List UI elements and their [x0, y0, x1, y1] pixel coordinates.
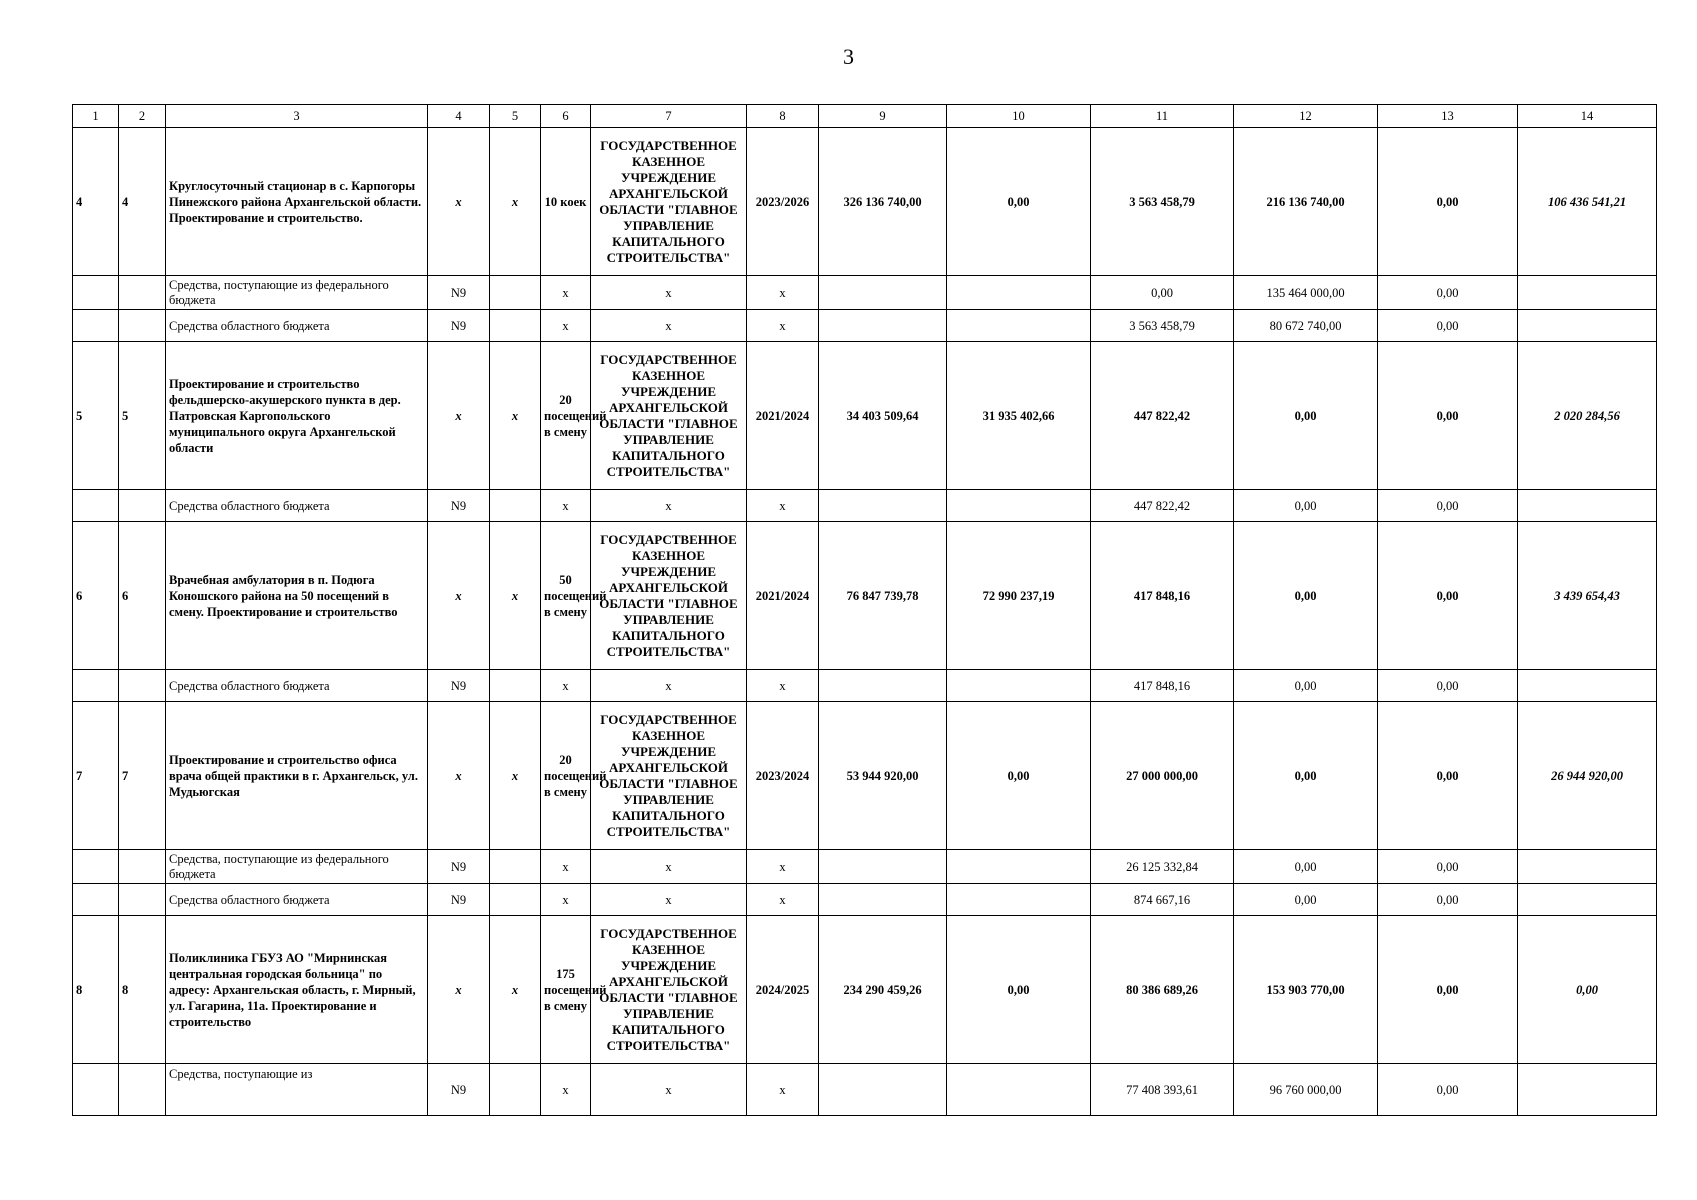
customer-org: ГОСУДАРСТВЕННОЕ КАЗЕННОЕ УЧРЕЖДЕНИЕ АРХАНГЕЛЬСКОЙ ОБЛАСТИ "ГЛАВНОЕ УПРАВЛЕНИЕ КАПИТАЛЬНОГО СТРОИТЕЛЬСТВА"	[591, 128, 747, 276]
cell-col12: 135 464 000,00	[1234, 276, 1378, 310]
x-cell: x	[747, 670, 819, 702]
x-cell: x	[747, 1064, 819, 1116]
object-number: 6	[119, 522, 166, 670]
x-cell: x	[591, 670, 747, 702]
period: 2023/2026	[747, 128, 819, 276]
cell-col12: 80 672 740,00	[1234, 310, 1378, 342]
x-cell: x	[591, 884, 747, 916]
object-row	[73, 522, 1657, 670]
object-name: Проектирование и строительство офиса врача общей практики в г. Архангельск, ул. Мудьюгская	[166, 702, 428, 850]
capacity: 20 посещений в смену	[541, 702, 591, 850]
cell-col4: x	[428, 702, 490, 850]
code-cell: N9	[428, 850, 490, 884]
cell-col11: 874 667,16	[1091, 884, 1234, 916]
object-row	[73, 128, 1657, 276]
cell-col11: 3 563 458,79	[1091, 310, 1234, 342]
code-cell: N9	[428, 1064, 490, 1116]
funding-source: Средства областного бюджета	[166, 310, 428, 342]
customer-org: ГОСУДАРСТВЕННОЕ КАЗЕННОЕ УЧРЕЖДЕНИЕ АРХАНГЕЛЬСКОЙ ОБЛАСТИ "ГЛАВНОЕ УПРАВЛЕНИЕ КАПИТАЛЬНОГО СТРОИТЕЛЬСТВА"	[591, 342, 747, 490]
cell-col13: 0,00	[1378, 1064, 1518, 1116]
cell-col4: x	[428, 128, 490, 276]
period: 2023/2024	[747, 702, 819, 850]
cell-col4: x	[428, 522, 490, 670]
x-cell: x	[591, 276, 747, 310]
cell-col10: 0,00	[947, 128, 1091, 276]
cell-col12: 0,00	[1234, 342, 1378, 490]
object-name: Врачебная амбулатория в п. Подюга Коношского района на 50 посещений в смену. Проектирование и строительство	[166, 522, 428, 670]
cell-col10: 0,00	[947, 702, 1091, 850]
header-cell: 3	[166, 105, 428, 128]
object-number: 5	[119, 342, 166, 490]
funding-source: Средства, поступающие из федерального бюджета	[166, 276, 428, 310]
object-row	[73, 916, 1657, 1064]
row-number: 6	[73, 522, 119, 670]
cell-col12: 96 760 000,00	[1234, 1064, 1378, 1116]
cell-col11: 417 848,16	[1091, 670, 1234, 702]
cell-col5: x	[490, 342, 541, 490]
x-cell: x	[541, 310, 591, 342]
cell-col13: 0,00	[1378, 850, 1518, 884]
cell-col10: 0,00	[947, 916, 1091, 1064]
period: 2021/2024	[747, 342, 819, 490]
cell-col11: 417 848,16	[1091, 522, 1234, 670]
object-number: 8	[119, 916, 166, 1064]
period: 2021/2024	[747, 522, 819, 670]
object-row	[73, 342, 1657, 490]
total-cost: 326 136 740,00	[819, 128, 947, 276]
header-cell: 10	[947, 105, 1091, 128]
cell-col14: 2 020 284,56	[1518, 342, 1657, 490]
funding-row	[73, 850, 1657, 884]
cell-col13: 0,00	[1378, 310, 1518, 342]
cell-col10: 31 935 402,66	[947, 342, 1091, 490]
header-cell: 7	[591, 105, 747, 128]
code-cell: N9	[428, 670, 490, 702]
code-cell: N9	[428, 884, 490, 916]
cell-col13: 0,00	[1378, 276, 1518, 310]
funding-row	[73, 490, 1657, 522]
cell-col4: x	[428, 916, 490, 1064]
code-cell: N9	[428, 490, 490, 522]
cell-col11: 0,00	[1091, 276, 1234, 310]
cell-col11: 77 408 393,61	[1091, 1064, 1234, 1116]
cell-col12: 153 903 770,00	[1234, 916, 1378, 1064]
object-number: 7	[119, 702, 166, 850]
funding-source: Средства, поступающие из	[166, 1064, 428, 1116]
cell-col5: x	[490, 916, 541, 1064]
object-row	[73, 702, 1657, 850]
cell-col14: 26 944 920,00	[1518, 702, 1657, 850]
customer-org: ГОСУДАРСТВЕННОЕ КАЗЕННОЕ УЧРЕЖДЕНИЕ АРХАНГЕЛЬСКОЙ ОБЛАСТИ "ГЛАВНОЕ УПРАВЛЕНИЕ КАПИТАЛЬНОГО СТРОИТЕЛЬСТВА"	[591, 702, 747, 850]
cell-col11: 447 822,42	[1091, 490, 1234, 522]
x-cell: x	[591, 490, 747, 522]
page-number: 3	[843, 44, 854, 69]
capacity: 175 посещений в смену	[541, 916, 591, 1064]
header-cell: 12	[1234, 105, 1378, 128]
cell-col5: x	[490, 522, 541, 670]
x-cell: x	[541, 1064, 591, 1116]
cell-col13: 0,00	[1378, 702, 1518, 850]
header-cell: 11	[1091, 105, 1234, 128]
customer-org: ГОСУДАРСТВЕННОЕ КАЗЕННОЕ УЧРЕЖДЕНИЕ АРХАНГЕЛЬСКОЙ ОБЛАСТИ "ГЛАВНОЕ УПРАВЛЕНИЕ КАПИТАЛЬНОГО СТРОИТЕЛЬСТВА"	[591, 916, 747, 1064]
cell-col12: 0,00	[1234, 490, 1378, 522]
total-cost: 76 847 739,78	[819, 522, 947, 670]
row-number: 7	[73, 702, 119, 850]
x-cell: x	[541, 490, 591, 522]
cell-col12: 0,00	[1234, 884, 1378, 916]
row-number: 5	[73, 342, 119, 490]
cell-col13: 0,00	[1378, 522, 1518, 670]
x-cell: x	[747, 490, 819, 522]
cell-col5: x	[490, 702, 541, 850]
x-cell: x	[591, 850, 747, 884]
budget-table	[72, 104, 1657, 1116]
x-cell: x	[541, 670, 591, 702]
row-number: 8	[73, 916, 119, 1064]
x-cell: x	[541, 850, 591, 884]
x-cell: x	[541, 276, 591, 310]
code-cell: N9	[428, 276, 490, 310]
cell-col11: 447 822,42	[1091, 342, 1234, 490]
capacity: 10 коек	[541, 128, 591, 276]
capacity: 50 посещений в смену	[541, 522, 591, 670]
cell-col13: 0,00	[1378, 490, 1518, 522]
code-cell: N9	[428, 310, 490, 342]
x-cell: x	[747, 884, 819, 916]
cell-col12: 0,00	[1234, 522, 1378, 670]
funding-row	[73, 1064, 1657, 1116]
cell-col14: 3 439 654,43	[1518, 522, 1657, 670]
total-cost: 234 290 459,26	[819, 916, 947, 1064]
header-cell: 13	[1378, 105, 1518, 128]
cell-col13: 0,00	[1378, 884, 1518, 916]
object-name: Поликлиника ГБУЗ АО "Мирнинская центральная городская больница" по адресу: Архангельская область, г. Мирный, ул. Гагарина, 11а. Проектирование и строительство	[166, 916, 428, 1064]
x-cell: x	[747, 276, 819, 310]
cell-col11: 3 563 458,79	[1091, 128, 1234, 276]
header-cell: 2	[119, 105, 166, 128]
row-number: 4	[73, 128, 119, 276]
customer-org: ГОСУДАРСТВЕННОЕ КАЗЕННОЕ УЧРЕЖДЕНИЕ АРХАНГЕЛЬСКОЙ ОБЛАСТИ "ГЛАВНОЕ УПРАВЛЕНИЕ КАПИТАЛЬНОГО СТРОИТЕЛЬСТВА"	[591, 522, 747, 670]
cell-col12: 0,00	[1234, 670, 1378, 702]
cell-col12: 0,00	[1234, 850, 1378, 884]
x-cell: x	[591, 310, 747, 342]
cell-col10: 72 990 237,19	[947, 522, 1091, 670]
header-cell: 1	[73, 105, 119, 128]
period: 2024/2025	[747, 916, 819, 1064]
object-name: Круглосуточный стационар в с. Карпогоры Пинежского района Архангельской области. Проектирование и строительство.	[166, 128, 428, 276]
funding-row	[73, 670, 1657, 702]
header-cell: 8	[747, 105, 819, 128]
header-cell: 5	[490, 105, 541, 128]
cell-col13: 0,00	[1378, 128, 1518, 276]
header-row	[73, 105, 1657, 128]
x-cell: x	[591, 1064, 747, 1116]
header-cell: 6	[541, 105, 591, 128]
cell-col4: x	[428, 342, 490, 490]
x-cell: x	[747, 850, 819, 884]
cell-col13: 0,00	[1378, 342, 1518, 490]
cell-col11: 26 125 332,84	[1091, 850, 1234, 884]
funding-source: Средства областного бюджета	[166, 670, 428, 702]
total-cost: 34 403 509,64	[819, 342, 947, 490]
total-cost: 53 944 920,00	[819, 702, 947, 850]
funding-source: Средства, поступающие из федерального бюджета	[166, 850, 428, 884]
header-cell: 4	[428, 105, 490, 128]
cell-col13: 0,00	[1378, 916, 1518, 1064]
header-cell: 14	[1518, 105, 1657, 128]
cell-col12: 0,00	[1234, 702, 1378, 850]
capacity: 20 посещений в смену	[541, 342, 591, 490]
funding-row	[73, 884, 1657, 916]
cell-col11: 80 386 689,26	[1091, 916, 1234, 1064]
cell-col11: 27 000 000,00	[1091, 702, 1234, 850]
funding-source: Средства областного бюджета	[166, 490, 428, 522]
funding-row	[73, 310, 1657, 342]
cell-col14: 0,00	[1518, 916, 1657, 1064]
cell-col12: 216 136 740,00	[1234, 128, 1378, 276]
cell-col13: 0,00	[1378, 670, 1518, 702]
x-cell: x	[541, 884, 591, 916]
object-number: 4	[119, 128, 166, 276]
cell-col5: x	[490, 128, 541, 276]
cell-col14: 106 436 541,21	[1518, 128, 1657, 276]
object-name: Проектирование и строительство фельдшерско-акушерского пункта в дер. Патровская Каргопольского муниципального округа Архангельской области	[166, 342, 428, 490]
header-cell: 9	[819, 105, 947, 128]
x-cell: x	[747, 310, 819, 342]
funding-source: Средства областного бюджета	[166, 884, 428, 916]
funding-row	[73, 276, 1657, 310]
